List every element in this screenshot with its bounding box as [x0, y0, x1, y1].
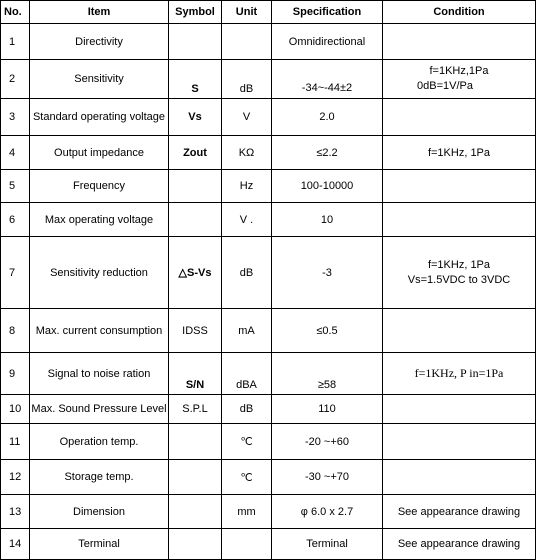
row-symbol	[169, 495, 222, 529]
row-symbol	[169, 170, 222, 203]
row-unit: mA	[222, 309, 272, 353]
row-item: Max. current consumption	[30, 309, 169, 353]
header-symbol: Symbol	[169, 1, 222, 24]
row-item: Dimension	[30, 495, 169, 529]
table-row	[1, 353, 536, 395]
table-row	[1, 309, 536, 353]
row-no: 8	[1, 309, 30, 353]
row-no: 12	[1, 460, 30, 495]
row-item: Max. Sound Pressure Level	[30, 395, 169, 424]
row-symbol: S	[169, 60, 222, 99]
row-condition	[383, 395, 536, 424]
table-row	[1, 136, 536, 170]
condition-line: f=1KHz,1Pa	[429, 65, 489, 77]
header-condition: Condition	[383, 1, 536, 24]
table-row	[1, 203, 536, 237]
row-spec: 10	[272, 203, 383, 237]
row-condition	[383, 237, 536, 309]
row-condition	[383, 99, 536, 136]
row-unit: V	[222, 99, 272, 136]
row-no: 4	[1, 136, 30, 170]
row-condition	[383, 203, 536, 237]
row-no: 7	[1, 237, 30, 309]
row-symbol: IDSS	[169, 309, 222, 353]
row-no: 3	[1, 99, 30, 136]
row-spec: ≥58	[272, 353, 383, 395]
header-unit: Unit	[222, 1, 272, 24]
row-unit: mm	[222, 495, 272, 529]
row-no: 14	[1, 529, 30, 560]
row-item: Output impedance	[30, 136, 169, 170]
table-row	[1, 60, 536, 99]
row-no: 10	[1, 395, 30, 424]
row-item: Terminal	[30, 529, 169, 560]
row-condition	[383, 60, 536, 99]
row-item: Directivity	[30, 24, 169, 60]
row-no: 13	[1, 495, 30, 529]
row-item: Max operating voltage	[30, 203, 169, 237]
row-spec: Terminal	[272, 529, 383, 560]
table-row	[1, 395, 536, 424]
row-item: Standard operating voltage	[30, 99, 169, 136]
row-no: 5	[1, 170, 30, 203]
row-condition: f=1KHz, P in=1Pa	[383, 353, 536, 395]
table-row	[1, 24, 536, 60]
row-condition	[383, 24, 536, 60]
row-symbol: △S-Vs	[169, 237, 222, 309]
row-no: 6	[1, 203, 30, 237]
row-condition: See appearance drawing	[383, 495, 536, 529]
row-condition	[383, 460, 536, 495]
table-row	[1, 424, 536, 460]
row-spec: 110	[272, 395, 383, 424]
row-symbol	[169, 529, 222, 560]
row-item: Signal to noise ration	[30, 353, 169, 395]
row-spec: ≤0.5	[272, 309, 383, 353]
row-item: Sensitivity reduction	[30, 237, 169, 309]
row-symbol: Vs	[169, 99, 222, 136]
row-unit: dB	[222, 237, 272, 309]
condition-line: Vs=1.5VDC to 3VDC	[407, 273, 511, 286]
header-row	[1, 1, 536, 24]
row-spec: -20 ~+60	[272, 424, 383, 460]
row-spec: 2.0	[272, 99, 383, 136]
row-symbol	[169, 460, 222, 495]
table-row	[1, 495, 536, 529]
table-row	[1, 99, 536, 136]
condition-line: f=1KHz, 1Pa	[427, 258, 491, 271]
row-condition: f=1KHz, 1Pa	[383, 136, 536, 170]
row-no: 9	[1, 353, 30, 395]
row-condition	[383, 424, 536, 460]
row-unit: V .	[222, 203, 272, 237]
row-spec: 100-10000	[272, 170, 383, 203]
header-specification: Specification	[272, 1, 383, 24]
row-no: 1	[1, 24, 30, 60]
row-item: Operation temp.	[30, 424, 169, 460]
row-spec: Omnidirectional	[272, 24, 383, 60]
row-unit: ℃	[222, 460, 272, 495]
row-no: 2	[1, 60, 30, 99]
row-unit: dB	[222, 395, 272, 424]
row-item: Storage temp.	[30, 460, 169, 495]
row-symbol: S.P.L	[169, 395, 222, 424]
row-spec: -34~-44±2	[272, 60, 383, 99]
row-unit	[222, 529, 272, 560]
row-no: 11	[1, 424, 30, 460]
header-no: No.	[1, 1, 30, 24]
row-unit: dB	[222, 60, 272, 99]
row-symbol: Zout	[169, 136, 222, 170]
row-spec: ≤2.2	[272, 136, 383, 170]
row-condition: See appearance drawing	[383, 529, 536, 560]
row-symbol	[169, 203, 222, 237]
row-unit: KΩ	[222, 136, 272, 170]
condition-line: 0dB=1V/Pa	[417, 80, 473, 92]
row-symbol: S/N	[169, 353, 222, 395]
row-item: Sensitivity	[30, 60, 169, 99]
row-unit: ℃	[222, 424, 272, 460]
row-unit	[222, 24, 272, 60]
row-symbol	[169, 424, 222, 460]
row-spec: φ 6.0 x 2.7	[272, 495, 383, 529]
row-unit: Hz	[222, 170, 272, 203]
table-row	[1, 170, 536, 203]
table-row	[1, 460, 536, 495]
row-spec: -3	[272, 237, 383, 309]
row-condition	[383, 170, 536, 203]
row-item: Frequency	[30, 170, 169, 203]
row-condition	[383, 309, 536, 353]
header-item: Item	[30, 1, 169, 24]
table-row	[1, 529, 536, 560]
table-row	[1, 237, 536, 309]
row-spec: -30 ~+70	[272, 460, 383, 495]
row-symbol	[169, 24, 222, 60]
row-unit: dBA	[222, 353, 272, 395]
